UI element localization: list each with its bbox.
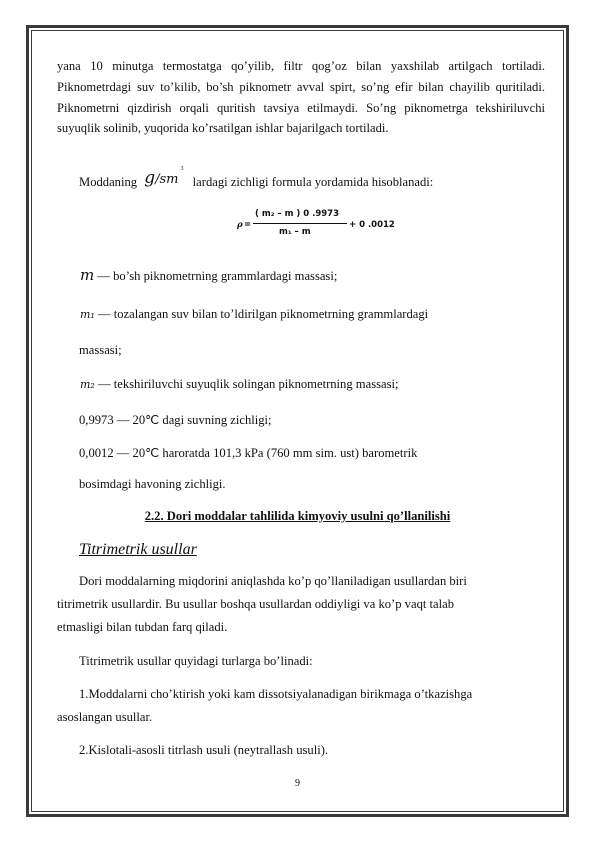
unit-exponent: 3 — [180, 166, 184, 172]
def-m2-text: — tekshiriluvchi suyuqlik solingan piknometrning massasi; — [98, 377, 399, 391]
def-m1 — [80, 307, 428, 322]
def-m1-cont: massasi; — [79, 343, 122, 357]
def-m1-text: — tozalangan suv bilan to’ldirilgan piknometrning grammlardagi — [98, 307, 429, 321]
formula-rho: ρ — [237, 220, 243, 230]
density-before: Moddaning — [79, 175, 138, 189]
formula-numerator: ( m₂ – m ) 0 .9973 — [255, 209, 340, 219]
def-air-density-2: bosimdagi havoning zichligi. — [79, 477, 226, 491]
density-intro-line — [79, 166, 434, 191]
page-number: 9 — [295, 778, 300, 789]
list-item-1-line2: asoslangan usullar. — [57, 710, 153, 724]
section-heading: 2.2. Dori moddalar tahlilida kimyoviy usulni qo’llanilishi — [144, 509, 451, 523]
def-water-density: 0,9973 — 20℃ dagi suvning zichligi; — [79, 413, 272, 427]
list-item-2: 2.Kislotali-asosli titrlash usuli (neytrallash usuli). — [79, 743, 329, 757]
def-m2 — [80, 377, 398, 392]
formula-plus-term: + 0 .0012 — [349, 220, 395, 230]
symbol-m2: m₂ — [80, 378, 95, 391]
def-m-text: — bo’sh piknometrning grammlardagi massasi; — [97, 269, 338, 283]
paragraph2-line3: etmasligi bilan tubdan farq qiladi. — [57, 620, 228, 634]
list-item-1-line1: 1.Moddalarni cho’ktirish yoki kam dissotsiyalanadigan birikmaga o’tkazishga — [79, 687, 473, 701]
subsection-heading: Titrimetrik usullar — [79, 541, 197, 558]
page-content — [57, 56, 545, 139]
symbol-m1: m₁ — [80, 308, 95, 321]
density-after: lardagi zichligi formula yordamida hisoblanadi: — [192, 175, 434, 189]
unit-sm: /sm — [155, 172, 179, 187]
symbol-m: m — [80, 266, 95, 284]
formula-fraction-bar — [253, 223, 347, 224]
paragraph2-line1: Dori moddalarning miqdorini aniqlashda ko’p qo’llaniladigan usullardan biri — [79, 574, 467, 588]
def-m — [80, 266, 337, 284]
paragraph2-line2: titrimetrik usullardir. Bu usullar boshqa usullardan oddiyligi va ko’p vaqt talab — [57, 597, 454, 611]
paragraph-intro: yana 10 minutga termostatga qo’yilib, filtr qog’oz bilan yaxshilab artilgach tortiladi. Piknometrdagi suv to’kilib, bo’sh piknometr avval spirt, so’ng efir bilan chayilib quritiladi. Piknometrni qizdirish orqali quritish tavsiya etilmaydi. So’ng piknometrga tekshiriluvchi suyuqlik solinib, yuqorida ko’rsatilgan ishlar bajarilgach tortiladi. — [57, 59, 545, 136]
formula-equals: = — [244, 220, 252, 230]
formula-denominator: m₁ – m — [279, 227, 311, 237]
paragraph3: Titrimetrik usullar quyidagi turlarga bo’linadi: — [79, 654, 313, 668]
density-formula — [237, 209, 397, 245]
unit-g: g — [144, 168, 156, 188]
def-air-density-1: 0,0012 — 20℃ haroratda 101,3 kPa (760 mm sim. ust) barometrik — [79, 446, 418, 460]
